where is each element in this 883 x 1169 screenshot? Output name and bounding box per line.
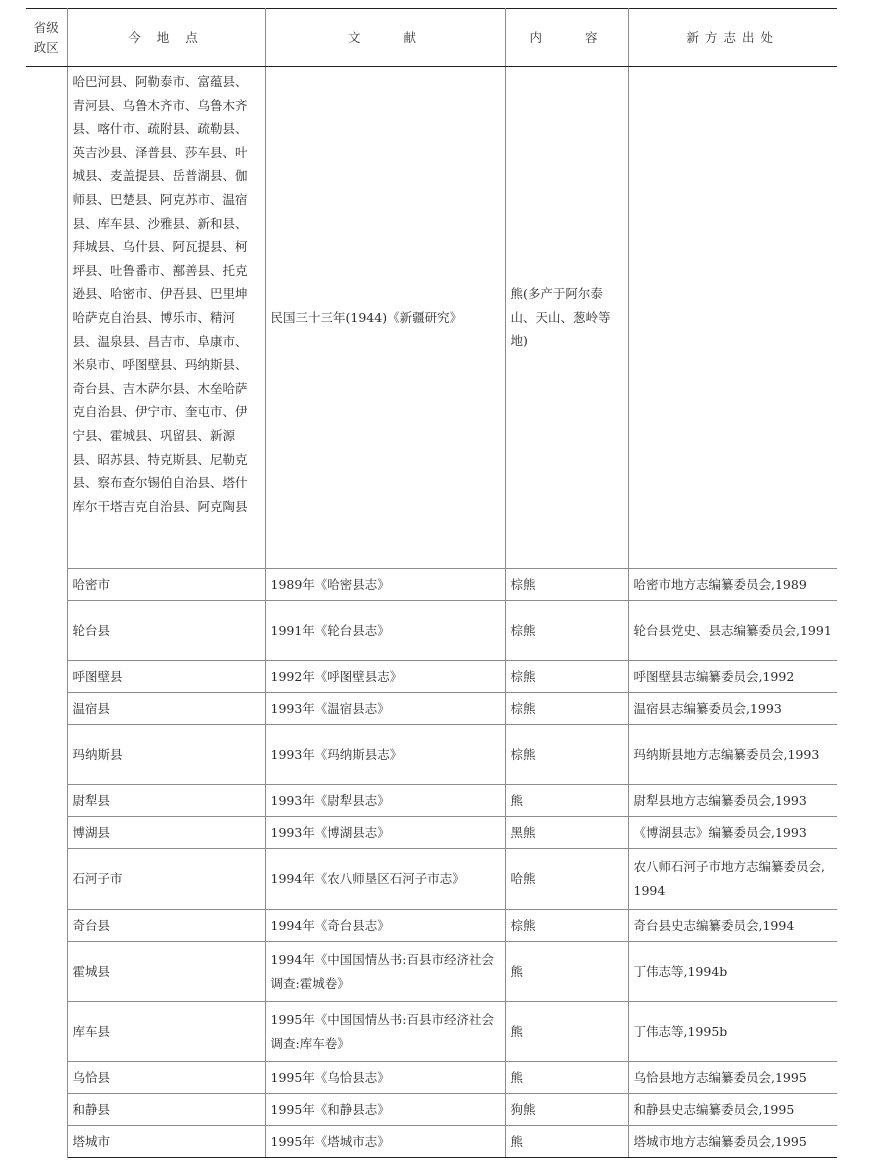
content-cell: 棕熊 — [505, 601, 628, 661]
place-cell: 乌恰县 — [67, 1062, 265, 1094]
source-cell: 和静县史志编纂委员会,1995 — [628, 1094, 837, 1126]
document-cell: 1994年《奇台县志》 — [265, 910, 505, 942]
province-cell — [26, 67, 67, 1158]
source-cell: 呼图壁县志编纂委员会,1992 — [628, 661, 837, 693]
header-content: 内 容 — [505, 9, 628, 67]
place-cell: 温宿县 — [67, 693, 265, 725]
document-cell: 1993年《温宿县志》 — [265, 693, 505, 725]
table-row — [26, 1062, 837, 1094]
table-row — [26, 942, 837, 1002]
content-cell: 熊(多产于阿尔泰山、天山、葱岭等地) — [505, 67, 628, 569]
document-cell: 1989年《哈密县志》 — [265, 569, 505, 601]
source-cell: 乌恰县地方志编纂委员会,1995 — [628, 1062, 837, 1094]
table-row — [26, 1126, 837, 1158]
source-cell: 农八师石河子市地方志编纂委员会,1994 — [628, 849, 837, 910]
place-cell: 尉犁县 — [67, 785, 265, 817]
table-row — [26, 785, 837, 817]
table-row — [26, 1094, 837, 1126]
source-cell: 奇台县史志编纂委员会,1994 — [628, 910, 837, 942]
content-cell: 熊 — [505, 785, 628, 817]
place-cell: 奇台县 — [67, 910, 265, 942]
content-cell: 棕熊 — [505, 725, 628, 785]
table-row — [26, 910, 837, 942]
document-cell: 1995年《中国国情丛书:百县市经济社会调查:库车卷》 — [265, 1002, 505, 1062]
table-row — [26, 1002, 837, 1062]
source-cell: 塔城市地方志编纂委员会,1995 — [628, 1126, 837, 1158]
document-cell: 1994年《中国国情丛书:百县市经济社会调查:霍城卷》 — [265, 942, 505, 1002]
document-cell: 民国三十三年(1944)《新疆研究》 — [265, 67, 505, 569]
source-cell: 尉犁县地方志编纂委员会,1993 — [628, 785, 837, 817]
document-cell: 1995年《乌恰县志》 — [265, 1062, 505, 1094]
document-cell: 1995年《和静县志》 — [265, 1094, 505, 1126]
content-cell: 棕熊 — [505, 569, 628, 601]
place-cell: 博湖县 — [67, 817, 265, 849]
table-row — [26, 67, 837, 569]
source-cell: 丁伟志等,1994b — [628, 942, 837, 1002]
content-cell: 棕熊 — [505, 661, 628, 693]
source-cell: 哈密市地方志编纂委员会,1989 — [628, 569, 837, 601]
place-cell: 库车县 — [67, 1002, 265, 1062]
header-place: 今 地 点 — [67, 9, 265, 67]
content-cell: 狗熊 — [505, 1094, 628, 1126]
content-cell: 黑熊 — [505, 817, 628, 849]
place-cell: 玛纳斯县 — [67, 725, 265, 785]
place-cell: 哈巴河县、阿勒泰市、富蕴县、青河县、乌鲁木齐市、乌鲁木齐县、喀什市、疏附县、疏勒县、英吉沙县、泽普县、莎车县、叶城县、麦盖提县、岳普湖县、伽师县、巴楚县、阿克苏市、温宿县、库车县、沙雅县、新和县、拜城县、乌什县、阿瓦提县、柯坪县、吐鲁番市、鄯善县、托克逊县、哈密市、伊吾县、巴里坤哈萨克自治县、博乐市、精河县、温泉县、昌吉市、阜康市、米泉市、呼图壁县、玛纳斯县、奇台县、吉木萨尔县、木垒哈萨克自治县、伊宁市、奎屯市、伊宁县、霍城县、巩留县、新源县、昭苏县、特克斯县、尼勒克县、察布查尔锡伯自治县、塔什库尔干塔吉克自治县、阿克陶县 — [67, 67, 265, 569]
source-cell — [628, 67, 837, 569]
content-cell: 熊 — [505, 1062, 628, 1094]
source-cell: 《博湖县志》编纂委员会,1993 — [628, 817, 837, 849]
content-cell: 棕熊 — [505, 693, 628, 725]
content-cell: 熊 — [505, 1126, 628, 1158]
table-header-row — [26, 9, 837, 67]
source-cell: 轮台县党史、县志编纂委员会,1991 — [628, 601, 837, 661]
content-cell: 哈熊 — [505, 849, 628, 910]
document-cell: 1993年《尉犁县志》 — [265, 785, 505, 817]
place-cell: 塔城市 — [67, 1126, 265, 1158]
document-cell: 1994年《农八师垦区石河子市志》 — [265, 849, 505, 910]
table-row — [26, 693, 837, 725]
source-cell: 玛纳斯县地方志编纂委员会,1993 — [628, 725, 837, 785]
place-cell: 霍城县 — [67, 942, 265, 1002]
document-cell: 1991年《轮台县志》 — [265, 601, 505, 661]
source-cell: 温宿县志编纂委员会,1993 — [628, 693, 837, 725]
content-cell: 熊 — [505, 1002, 628, 1062]
document-cell: 1995年《塔城市志》 — [265, 1126, 505, 1158]
document-cell: 1993年《博湖县志》 — [265, 817, 505, 849]
header-source: 新方志出处 — [628, 9, 837, 67]
content-cell: 熊 — [505, 942, 628, 1002]
table-row — [26, 849, 837, 910]
table-row — [26, 569, 837, 601]
place-cell: 轮台县 — [67, 601, 265, 661]
table-row — [26, 601, 837, 661]
table-row — [26, 661, 837, 693]
records-table — [26, 8, 837, 1158]
document-cell: 1992年《呼图壁县志》 — [265, 661, 505, 693]
header-province: 省级政区 — [26, 9, 67, 67]
document-cell: 1993年《玛纳斯县志》 — [265, 725, 505, 785]
place-cell: 呼图壁县 — [67, 661, 265, 693]
header-document: 文 献 — [265, 9, 505, 67]
source-cell: 丁伟志等,1995b — [628, 1002, 837, 1062]
table-row — [26, 817, 837, 849]
place-cell: 哈密市 — [67, 569, 265, 601]
content-cell: 棕熊 — [505, 910, 628, 942]
place-cell: 石河子市 — [67, 849, 265, 910]
place-cell: 和静县 — [67, 1094, 265, 1126]
table-row — [26, 725, 837, 785]
